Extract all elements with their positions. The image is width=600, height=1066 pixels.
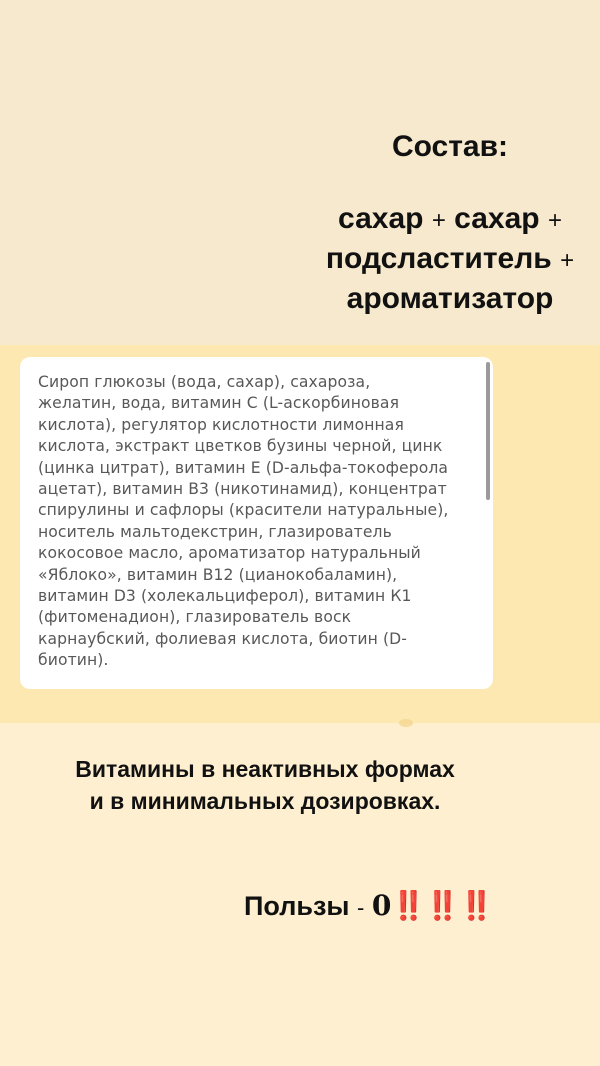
composition-formula <box>300 200 600 318</box>
ingredients-card <box>20 357 493 689</box>
benefit-dash: - <box>356 895 365 920</box>
decorative-dot <box>399 719 413 727</box>
formula-sweetener: подсластитель <box>325 242 552 275</box>
formula-line-3 <box>300 280 600 318</box>
formula-plus-2: + <box>547 207 562 234</box>
benefit-line <box>244 888 493 926</box>
formula-line-2 <box>300 240 600 280</box>
vitamins-note-line-1: Витамины в неактивных формах <box>75 756 455 782</box>
formula-sugar-1: сахар <box>338 202 424 235</box>
benefit-label: Пользы <box>244 891 350 921</box>
ingredients-text: Сироп глюкозы (вода, сахар), сахароза, желатин, вода, витамин С (L-аскорбиновая кислота), регулятор кислотности лимонная кислота, экстракт цветков бузины черной, цинк (цинка цитрат), витамин Е (D-альфа-токоферола ацетат), витамин В3 (никотинамид), концентрат спирулины и сафлоры (красители натуральные), носитель мальтодекстрин, глазирователь кокосовое масло, ароматизатор натуральный «Яблоко», витамин В12 (цианокобаламин), витамин D3 (холекальциферол), витамин К1 (фитоменадион), глазирователь воск карнаубский, фолиевая кислота, биотин (D- биотин). <box>38 373 449 670</box>
vitamins-note <box>0 753 530 817</box>
exclamation-icons: ‼️‼️‼️ <box>391 890 493 921</box>
formula-flavoring: ароматизатор <box>346 282 554 315</box>
formula-plus-3: + <box>560 247 575 274</box>
formula-line-1 <box>300 200 600 240</box>
composition-title: Состав: <box>391 130 509 163</box>
formula-plus-1: + <box>431 207 446 234</box>
vitamins-note-line-2: и в минимальных дозировках. <box>89 788 441 814</box>
benefit-value: 0 <box>371 889 392 922</box>
ingredients-scrollbar[interactable] <box>486 362 490 500</box>
formula-sugar-2: сахар <box>454 202 540 235</box>
